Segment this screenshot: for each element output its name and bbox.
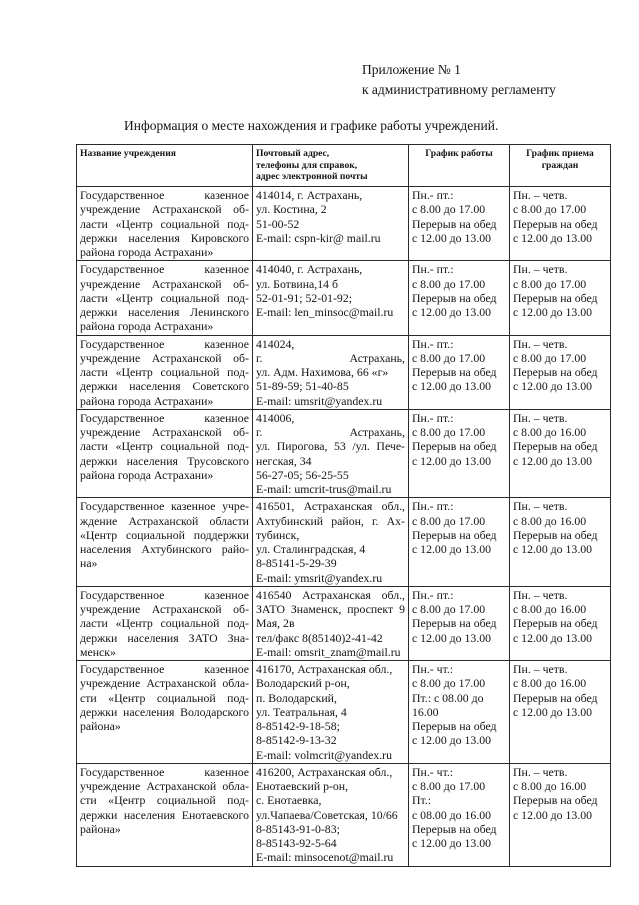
reception-schedule-line: Перерыв на обед <box>513 439 598 454</box>
address-line: ЗАТО Знаменск, проспект 9 <box>256 602 405 616</box>
address-line: E-mail: umsrit@yandex.ru <box>256 393 383 408</box>
institution-name-line: учреждение Астраханской об- <box>80 350 249 365</box>
institution-name-cell <box>77 763 253 866</box>
reception-schedule-line: с 8.00 до 16.00 <box>513 425 587 439</box>
address-line: E-mail: minsocenot@mail.ru <box>256 850 394 865</box>
address-line: п. Володарский, <box>256 690 337 705</box>
address-line: тел/факс 8(85140)2-41-42 <box>256 630 383 645</box>
institution-name-line: «Центр социальной поддержки <box>80 527 249 542</box>
table-row <box>77 498 611 587</box>
reception-schedule-line: Пн. – четв. <box>513 662 568 676</box>
address-line: ул.Чапаева/Советская, 10/66 <box>256 807 398 822</box>
header-address-line: Почтовый адрес, <box>256 148 330 159</box>
header-address-line: адрес электронной почты <box>256 171 368 182</box>
address-line: 414024, <box>256 336 295 351</box>
address-line: 51-89-59; 51-40-85 <box>256 379 349 394</box>
table-row <box>77 187 611 261</box>
reception-schedule-line: Пн. – четв. <box>513 410 568 425</box>
reception-schedule-cell <box>510 187 611 261</box>
address-cell <box>253 586 409 660</box>
institution-name-line: ласти «Центр социальной под- <box>80 290 249 305</box>
institution-name-line: держки населения Советского <box>80 379 249 394</box>
header-address <box>253 145 409 187</box>
reception-schedule-line: с 8.00 до 16.00 <box>513 602 587 616</box>
header-institution-name: Название учреждения <box>77 145 253 187</box>
reception-schedule-line: с 8.00 до 17.00 <box>513 276 587 291</box>
institution-name-line: на» <box>80 556 98 571</box>
reception-schedule-line: Пн. – четв. <box>513 336 568 351</box>
work-schedule-line: Пн.- чт.: <box>412 662 454 676</box>
reception-schedule-line: Пн. – четв. <box>513 262 568 277</box>
address-cell <box>253 335 409 409</box>
institution-name-line: Государственное казенное <box>80 587 249 602</box>
address-line: E-mail: len_minsoc@mail.ru <box>256 305 394 319</box>
table-header-row <box>77 145 611 187</box>
work-schedule-line: Пн.- пт.: <box>412 336 454 351</box>
work-schedule-cell <box>409 335 510 409</box>
work-schedule-line: с 8.00 до 17.00 <box>412 513 486 528</box>
reception-schedule-line: с 8.00 до 16.00 <box>513 513 587 528</box>
institution-name-line: учреждение Астраханской об- <box>80 602 249 616</box>
work-schedule-line: с 8.00 до 17.00 <box>412 276 486 291</box>
reception-schedule-line: с 12.00 до 13.00 <box>513 230 593 245</box>
reception-schedule-line: с 12.00 до 13.00 <box>513 453 593 468</box>
address-line: Мая, 2в <box>256 616 295 631</box>
reception-schedule-line: Пн. – четв. <box>513 764 568 779</box>
institution-name-line: держки населения Ленинского <box>80 305 249 319</box>
header-reception-schedule <box>510 145 611 187</box>
work-schedule-line: Перерыв на обед <box>412 290 497 305</box>
table-row <box>77 261 611 335</box>
institution-name-line: Государственное казенное <box>80 188 249 202</box>
address-line: 416540 Астраханская обл., <box>256 587 405 602</box>
institution-name-line: держки населения ЗАТО Зна- <box>80 630 249 645</box>
work-schedule-line: с 8.00 до 17.00 <box>412 202 486 217</box>
address-line: 416200, Астраханская обл., <box>256 764 393 779</box>
work-schedule-line: с 08.00 до 16.00 <box>412 807 492 822</box>
reception-schedule-line: Пн. – четв. <box>513 587 568 602</box>
institution-name-cell <box>77 586 253 660</box>
work-schedule-line: с 12.00 до 13.00 <box>412 630 492 645</box>
address-line: 414040, г. Астрахань, <box>256 262 363 277</box>
institution-name-line: держки населения Трусовского <box>80 453 249 468</box>
reception-schedule-line: с 12.00 до 13.00 <box>513 630 593 645</box>
work-schedule-cell <box>409 409 510 498</box>
institution-name-cell <box>77 261 253 335</box>
institution-name-cell <box>77 187 253 261</box>
work-schedule-cell <box>409 661 510 764</box>
work-schedule-line: с 12.00 до 13.00 <box>412 733 492 748</box>
institutions-table <box>76 144 611 867</box>
address-line: 8-85143-92-5-64 <box>256 836 337 850</box>
address-line: Володарский р-он, <box>256 676 350 691</box>
address-line: ул. Пирогова, 53 /ул. Пече- <box>256 439 405 454</box>
institution-name-line: учреждение Астраханской обла- <box>80 779 249 793</box>
reception-schedule-line: Перерыв на обед <box>513 216 598 231</box>
work-schedule-line: Пн.- пт.: <box>412 587 454 602</box>
reception-schedule-cell <box>510 498 611 587</box>
address-line: 8-85142-9-13-32 <box>256 733 337 748</box>
institution-name-line: сти «Центр социальной под- <box>80 793 249 808</box>
work-schedule-line: Перерыв на обед <box>412 439 497 454</box>
work-schedule-cell <box>409 586 510 660</box>
header-address-line: телефоны для справок, <box>256 159 358 171</box>
work-schedule-line: с 8.00 до 17.00 <box>412 779 486 793</box>
address-cell <box>253 498 409 587</box>
address-line: 8-85143-91-0-83; <box>256 821 340 836</box>
address-cell <box>253 409 409 498</box>
address-line: 56-27-05; 56-25-55 <box>256 467 349 482</box>
work-schedule-line: с 12.00 до 13.00 <box>412 305 492 319</box>
address-line: ул. Сталинградская, 4 <box>256 542 366 556</box>
reception-schedule-cell <box>510 261 611 335</box>
institution-name-line: держки населения Володарского <box>80 704 249 719</box>
work-schedule-line: 16.00 <box>412 704 439 719</box>
work-schedule-line: с 8.00 до 17.00 <box>412 602 486 616</box>
institution-name-cell <box>77 409 253 498</box>
address-cell <box>253 661 409 764</box>
header-reception-line: График приема <box>526 148 594 159</box>
header-reception-line: граждан <box>541 159 579 171</box>
institution-name-line: сти «Центр социальной под- <box>80 690 249 705</box>
institution-name-line: района города Астрахани» <box>80 467 214 482</box>
address-line: E-mail: omsrit_znam@mail.ru <box>256 644 401 659</box>
work-schedule-line: Пн.- пт.: <box>412 499 454 514</box>
table-row <box>77 335 611 409</box>
reception-schedule-line: Пн. – четв. <box>513 499 568 514</box>
table-row <box>77 586 611 660</box>
institution-name-line: ласти «Центр социальной под- <box>80 216 249 231</box>
address-line: 51-00-52 <box>256 216 300 231</box>
reception-schedule-line: Пн. – четв. <box>513 188 568 202</box>
work-schedule-line: Пн.- чт.: <box>412 764 454 779</box>
work-schedule-line: с 12.00 до 13.00 <box>412 453 492 468</box>
work-schedule-cell <box>409 187 510 261</box>
work-schedule-line: Перерыв на обед <box>412 365 497 379</box>
institution-name-line: ласти «Центр социальной под- <box>80 616 249 631</box>
work-schedule-line: Перерыв на обед <box>412 216 497 231</box>
table-row <box>77 661 611 764</box>
institution-name-line: Государственное казенное <box>80 336 249 351</box>
reception-schedule-line: с 8.00 до 16.00 <box>513 779 587 793</box>
work-schedule-line: с 8.00 до 17.00 <box>412 350 486 365</box>
table-body <box>77 187 611 867</box>
address-cell <box>253 261 409 335</box>
reception-schedule-cell <box>510 335 611 409</box>
address-line: 8-85141-5-29-39 <box>256 556 337 571</box>
institution-name-line: района города Астрахани» <box>80 245 214 259</box>
address-line: ул. Ботвина,14 б <box>256 276 338 291</box>
institution-name-line: держки населения Енотаевского <box>80 807 249 822</box>
address-line: E-mail: cspn-kir@ mail.ru <box>256 230 381 245</box>
reception-schedule-cell <box>510 586 611 660</box>
work-schedule-line: с 12.00 до 13.00 <box>412 836 492 850</box>
institution-name-line: Государственное казенное <box>80 662 249 676</box>
institution-name-line: учреждение Астраханской об- <box>80 276 249 291</box>
institution-name-cell <box>77 661 253 764</box>
institution-name-line: ласти «Центр социальной под- <box>80 439 249 454</box>
reception-schedule-line: с 12.00 до 13.00 <box>513 807 593 822</box>
institution-name-line: учреждение Астраханской об- <box>80 425 249 439</box>
work-schedule-cell <box>409 498 510 587</box>
institution-name-line: Государственное казенное <box>80 262 249 277</box>
institution-name-line: учреждение Астраханской об- <box>80 202 249 217</box>
reception-schedule-line: Перерыв на обед <box>513 290 598 305</box>
reception-schedule-line: с 8.00 до 17.00 <box>513 202 587 217</box>
institution-name-line: населения Ахтубинского райо- <box>80 542 249 556</box>
table-row <box>77 409 611 498</box>
work-schedule-cell <box>409 763 510 866</box>
institution-name-line: района» <box>80 821 121 836</box>
work-schedule-line: Пн.- пт.: <box>412 188 454 202</box>
address-line: ул. Адм. Нахимова, 66 «г» <box>256 365 389 379</box>
address-line: 8-85142-9-18-58; <box>256 719 340 733</box>
institution-name-line: ждение Астраханской области <box>80 513 249 528</box>
address-line: E-mail: volmcrit@yandex.ru <box>256 747 393 762</box>
work-schedule-line: с 8.00 до 17.00 <box>412 425 486 439</box>
address-cell <box>253 187 409 261</box>
work-schedule-line: с 8.00 до 17.00 <box>412 676 486 691</box>
address-line: ул. Театральная, 4 <box>256 704 347 719</box>
address-line: 414014, г. Астрахань, <box>256 188 363 202</box>
institution-name-line: района города Астрахани» <box>80 393 214 408</box>
institution-name-line: Государственное казенное <box>80 764 249 779</box>
work-schedule-line: Перерыв на обед <box>412 719 497 733</box>
table-row <box>77 763 611 866</box>
reception-schedule-line: с 12.00 до 13.00 <box>513 704 593 719</box>
work-schedule-line: Пн.- пт.: <box>412 262 454 277</box>
institution-name-line: держки населения Кировского <box>80 230 249 245</box>
address-line: г. Астрахань, <box>256 425 405 439</box>
address-line: тубинск, <box>256 527 300 542</box>
address-line: E-mail: ymsrit@yandex.ru <box>256 570 383 585</box>
address-line: г. Астрахань, <box>256 350 405 365</box>
work-schedule-line: с 12.00 до 13.00 <box>412 379 492 394</box>
institution-name-line: района города Астрахани» <box>80 319 214 334</box>
address-line: с. Енотаевка, <box>256 793 322 808</box>
institution-name-cell <box>77 335 253 409</box>
reception-schedule-line: с 8.00 до 16.00 <box>513 676 587 691</box>
reception-schedule-line: с 12.00 до 13.00 <box>513 379 593 394</box>
work-schedule-line: Пн.- пт.: <box>412 410 454 425</box>
work-schedule-line: Перерыв на обед <box>412 527 497 542</box>
reception-schedule-line: с 12.00 до 13.00 <box>513 305 593 319</box>
work-schedule-line: с 12.00 до 13.00 <box>412 230 492 245</box>
reception-schedule-cell <box>510 409 611 498</box>
institution-name-line: Государственное казенное <box>80 410 249 425</box>
appendix-reference: к административному регламенту <box>362 82 556 97</box>
work-schedule-line: Пт.: с 08.00 до <box>412 690 484 705</box>
reception-schedule-cell <box>510 763 611 866</box>
work-schedule-line: Пт.: <box>412 793 432 808</box>
address-cell <box>253 763 409 866</box>
appendix-number: Приложение № 1 <box>362 62 461 77</box>
reception-schedule-line: Перерыв на обед <box>513 616 598 631</box>
address-line: 416170, Астраханская обл., <box>256 662 393 676</box>
address-line: E-mail: umcrit-trus@mail.ru <box>256 482 392 496</box>
work-schedule-line: с 12.00 до 13.00 <box>412 542 492 556</box>
header-work-schedule: График работы <box>409 145 510 187</box>
institution-name-line: Государственное казенное учре- <box>80 499 249 514</box>
institution-name-line: района» <box>80 719 121 733</box>
institution-name-line: менск» <box>80 644 116 659</box>
appendix-note <box>362 60 556 100</box>
reception-schedule-line: Перерыв на обед <box>513 793 598 808</box>
address-line: негская, 34 <box>256 453 312 468</box>
institution-name-cell <box>77 498 253 587</box>
reception-schedule-line: с 12.00 до 13.00 <box>513 542 593 556</box>
work-schedule-cell <box>409 261 510 335</box>
reception-schedule-line: Перерыв на обед <box>513 527 598 542</box>
reception-schedule-line: Перерыв на обед <box>513 690 598 705</box>
address-line: Енотаевский р-он, <box>256 779 349 793</box>
address-line: Ахтубинский район, г. Ах- <box>256 513 405 528</box>
reception-schedule-cell <box>510 661 611 764</box>
address-line: ул. Костина, 2 <box>256 202 327 217</box>
institution-name-line: ласти «Центр социальной под- <box>80 365 249 379</box>
address-line: 414006, <box>256 410 295 425</box>
address-line: 416501, Астраханская обл., <box>256 499 405 514</box>
work-schedule-line: Перерыв на обед <box>412 616 497 631</box>
reception-schedule-line: Перерыв на обед <box>513 365 598 379</box>
reception-schedule-line: с 8.00 до 17.00 <box>513 350 587 365</box>
institution-name-line: учреждение Астраханской обла- <box>80 676 249 691</box>
page-title: Информация о месте нахождения и графике работы учреждений. <box>124 118 499 133</box>
work-schedule-line: Перерыв на обед <box>412 821 497 836</box>
address-line: 52-01-91; 52-01-92; <box>256 290 352 305</box>
